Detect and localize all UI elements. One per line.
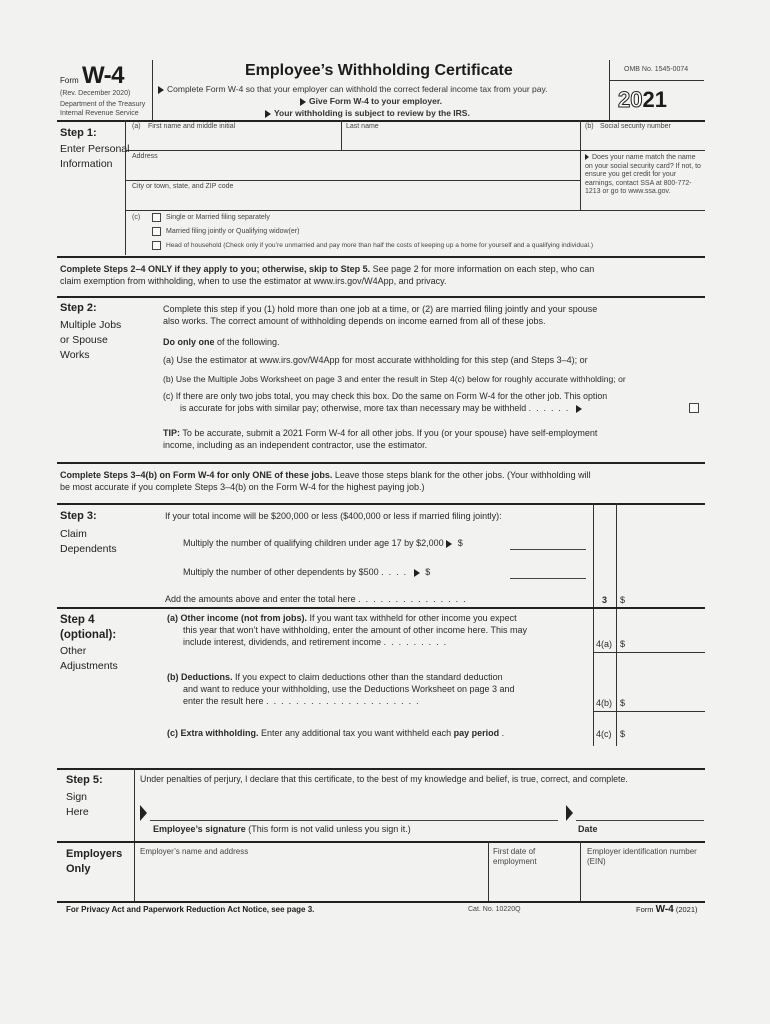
step2-do-only-one: Do only one of the following. (163, 337, 280, 347)
line-4b-field[interactable] (628, 693, 704, 709)
step3-dependents-line: Multiply the number of other dependents by $500 .... $ (183, 567, 431, 577)
employer-name-label: Employer’s name and address (140, 847, 249, 856)
step4-label: Step 4 (optional): (60, 614, 117, 641)
address-label: Address (132, 153, 158, 160)
line-4c-dollar: $ (620, 729, 626, 739)
employer-name-field[interactable] (138, 860, 486, 898)
irs-label: Internal Revenue Service (60, 110, 139, 117)
city-field[interactable] (128, 192, 578, 208)
department: Department of the Treasury (60, 101, 146, 108)
city-label: City or town, state, and ZIP code (132, 183, 234, 190)
date-label: Date (578, 824, 598, 834)
form-name: W-4 (82, 62, 125, 89)
step4b-deductions: (b) Deductions. If you expect to claim deductions other than the standard deduction and want to reduce your withholding, use the Deductions Worksheet on page 3 and enter the result here ..................... (167, 672, 515, 706)
line-4c-field[interactable] (628, 724, 704, 740)
line-3-number: 3 (602, 595, 608, 605)
footer-form-name: Form W-4 (2021) (636, 904, 698, 915)
first-name-field[interactable] (128, 132, 341, 148)
married-label: Married filing jointly or Qualifying widow(er) (166, 228, 300, 235)
step3-title: Claim Dependents (60, 528, 117, 555)
first-date-label: First date of employment (493, 847, 537, 866)
ein-label: Employer identification number (EIN) (587, 847, 697, 866)
line-4a-dollar: $ (620, 639, 626, 649)
steps-3-4-intro: Complete Steps 3–4(b) on Form W-4 for only ONE of these jobs. Leave those steps blank for the other jobs. (Your withholding will be most accurate if you complete Steps 3–4(b) on the Form W-4 for the highest paying job.) (60, 470, 591, 492)
line-4b-dollar: $ (620, 698, 626, 708)
step1-label: Step 1: (60, 127, 97, 139)
header-instruction-1: Complete Form W-4 so that your employer can withhold the correct federal income tax from your pay. (158, 84, 547, 94)
form-title: Employee’s Withholding Certificate (245, 62, 513, 79)
line-4a-number: 4(a) (596, 639, 613, 649)
step4-title: Other Adjustments (60, 645, 118, 672)
signature-arrow-icon (140, 805, 147, 821)
ein-field[interactable] (583, 868, 703, 898)
omb-number: OMB No. 1545-0074 (624, 66, 689, 73)
line-4b-number: 4(b) (596, 698, 613, 708)
head-of-household-label: Head of household (Check only if you’re unmarried and pay more than half the costs of keeping up a home for yourself and a qualifying individual.) (166, 242, 594, 249)
line-4c-number: 4(c) (596, 729, 612, 739)
step2-tip: TIP: To be accurate, submit a 2021 Form W-4 for all other jobs. If you (or your spouse) have self-employment income, including as an independent contractor, use the estimator. (163, 428, 598, 450)
address-field[interactable] (128, 162, 578, 178)
step3-label: Step 3: (60, 510, 97, 522)
step5-label: Step 5: (66, 774, 103, 786)
step4a-other-income: (a) Other income (not from jobs). If you want tax withheld for other income you expect this year that won’t have withholding, enter the amount of other income here. This may include interest, dividends, and retirement income ......... (167, 613, 528, 647)
tax-year: 2021 (618, 87, 667, 112)
step2-title: Multiple Jobs or Spouse Works (60, 319, 122, 361)
date-field[interactable] (576, 803, 704, 820)
step1-b-label: (b) (585, 123, 594, 130)
step4c-extra-withholding: (c) Extra withholding. Enter any additional tax you want withheld each pay period . (167, 728, 510, 738)
ssn-label: Social security number (600, 123, 671, 130)
step2-description: Complete this step if you (1) hold more than one job at a time, or (2) are married filing jointly and your spouse also works. The correct amount of withholding depends on income earned from all of these jobs. (163, 304, 598, 326)
last-name-field[interactable] (344, 132, 580, 148)
first-date-field[interactable] (491, 868, 577, 898)
step3-income-condition: If your total income will be $200,000 or less ($400,000 or less if married filing jointly): (165, 511, 502, 521)
step1-c-label: (c) (132, 214, 141, 221)
step2-label: Step 2: (60, 302, 97, 314)
catalog-number: Cat. No. 10220Q (468, 906, 521, 913)
step5-title: Sign Here (66, 791, 89, 818)
ssn-match-note: Does your name match the name on your social security card? If not, to ensure you get credit for your earnings, contact SSA at 800-772-1213 or go to www.ssa.gov. (585, 154, 701, 195)
first-name-label: First name and middle initial (148, 123, 236, 130)
revision-date: (Rev. December 2020) (60, 90, 131, 97)
step2-option-c: (c) If there are only two jobs total, you may check this box. Do the same on Form W-4 for the other job. This option is accurate for jobs with similar pay; otherwise, more tax than necessary may be withheld ...... (163, 391, 608, 413)
perjury-statement: Under penalties of perjury, I declare that this certificate, to the best of my knowledge and belief, is true, correct, and complete. (140, 774, 628, 784)
header-instruction-3: Your withholding is subject to review by the IRS. (265, 108, 470, 118)
ssn-field[interactable] (583, 132, 703, 148)
single-checkbox[interactable] (152, 213, 161, 222)
head-of-household-checkbox[interactable] (152, 241, 161, 250)
signature-label: Employee’s signature (This form is not valid unless you sign it.) (153, 824, 411, 834)
step1-a-label: (a) (132, 123, 141, 130)
line-4a-field[interactable] (628, 634, 704, 650)
married-checkbox[interactable] (152, 227, 161, 236)
steps-2-4-intro: Complete Steps 2–4 ONLY if they apply to you; otherwise, skip to Step 5. See page 2 for more information on each step, who can claim exemption from withholding, when to use the estimator at www.irs.gov/W4App, and privacy. (60, 264, 595, 286)
form-label: Form (60, 76, 79, 85)
employers-only-title: Employers Only (66, 848, 123, 875)
two-jobs-checkbox[interactable] (689, 403, 699, 413)
line-3-field[interactable] (628, 590, 704, 606)
step3-children-line: Multiply the number of qualifying children under age 17 by $2,000 $ (183, 538, 463, 548)
step2-option-b: (b) Use the Multiple Jobs Worksheet on page 3 and enter the result in Step 4(c) below for roughly accurate withholding; or (163, 374, 626, 384)
signature-field[interactable] (150, 803, 558, 820)
dependents-amount-field[interactable] (510, 564, 586, 578)
single-label: Single or Married filing separately (166, 214, 270, 221)
step3-total-line: Add the amounts above and enter the total here ............... (165, 594, 471, 604)
header-instruction-2: Give Form W-4 to your employer. (300, 96, 442, 106)
line-3-dollar: $ (620, 595, 626, 605)
last-name-label: Last name (346, 123, 379, 130)
privacy-notice: For Privacy Act and Paperwork Reduction Act Notice, see page 3. (66, 905, 315, 914)
date-arrow-icon (566, 805, 573, 821)
children-amount-field[interactable] (510, 535, 586, 549)
step1-title: Enter Personal Information (60, 143, 130, 170)
step2-option-a: (a) Use the estimator at www.irs.gov/W4App for most accurate withholding for this step (and Steps 3–4); or (163, 355, 588, 365)
